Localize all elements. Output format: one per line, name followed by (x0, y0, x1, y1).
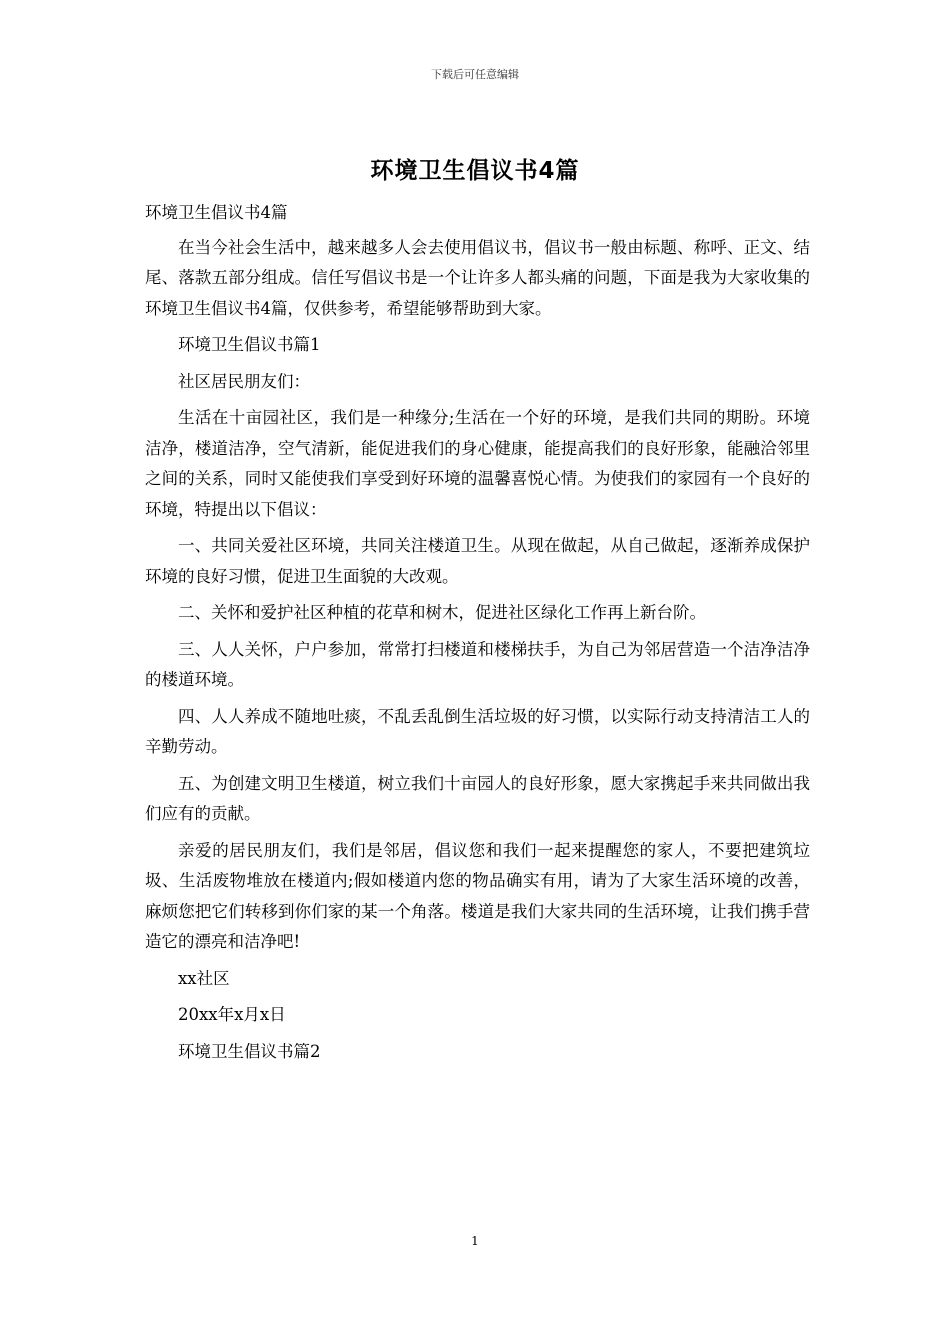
body-paragraph: 在当今社会生活中，越来越多人会去使用倡议书，倡议书一般由标题、称呼、正文、结尾、落款五部分组成。信任写倡议书是一个让许多人都头痛的问题，下面是我为大家收集的环境卫生倡议书4篇，仅供参考，希望能够帮助到大家。 (145, 237, 810, 318)
body-paragraph: 环境卫生倡议书篇1 (178, 335, 321, 354)
document-body (145, 198, 810, 1073)
body-paragraph: 环境卫生倡议书篇2 (178, 1041, 321, 1061)
page-number: 1 (471, 1234, 479, 1248)
header-note: 下载后可任意编辑 (431, 68, 519, 81)
body-paragraph: 二、关怀和爱护社区种植的花草和树木，促进社区绿化工作再上新台阶。 (178, 603, 706, 622)
body-paragraph: 五、为创建文明卫生楼道，树立我们十亩园人的良好形象，愿大家携起手来共同做出我们应有的贡献。 (145, 773, 810, 823)
body-paragraph: 生活在十亩园社区，我们是一种缘分;生活在一个好的环境，是我们共同的期盼。环境洁净，楼道洁净，空气清新，能促进我们的身心健康，能提高我们的良好形象，能融洽邻里之间的关系，同时又能使我们享受到好环境的温馨喜悦心情。为使我们的家园有一个良好的环境，特提出以下倡议： (145, 408, 810, 519)
body-paragraph: 社区居民朋友们： (178, 371, 310, 391)
body-paragraph: 20xx年x月x日 (178, 1005, 286, 1024)
body-paragraph: 四、人人养成不随地吐痰，不乱丢乱倒生活垃圾的好习惯，以实际行动支持清洁工人的辛勤劳动。 (145, 706, 810, 756)
body-paragraph: xx社区 (178, 968, 230, 988)
document-title: 环境卫生倡议书4篇 (370, 158, 580, 184)
body-paragraph: 一、共同关爱社区环境，共同关注楼道卫生。从现在做起，从自己做起，逐渐养成保护环境的良好习惯，促进卫生面貌的大改观。 (145, 536, 810, 586)
body-paragraph: 三、人人关怀，户户参加，常常打扫楼道和楼梯扶手，为自己为邻居营造一个洁净洁净的楼道环境。 (145, 639, 810, 689)
body-paragraph: 亲爱的居民朋友们，我们是邻居，倡议您和我们一起来提醒您的家人，不要把建筑垃圾、生活废物堆放在楼道内;假如楼道内您的物品确实有用，请为了大家生活环境的改善，麻烦您把它们转移到你们家的某一个角落。楼道是我们大家共同的生活环境，让我们携手营造它的漂亮和洁净吧! (145, 840, 810, 951)
body-paragraph: 环境卫生倡议书4篇 (145, 203, 288, 222)
